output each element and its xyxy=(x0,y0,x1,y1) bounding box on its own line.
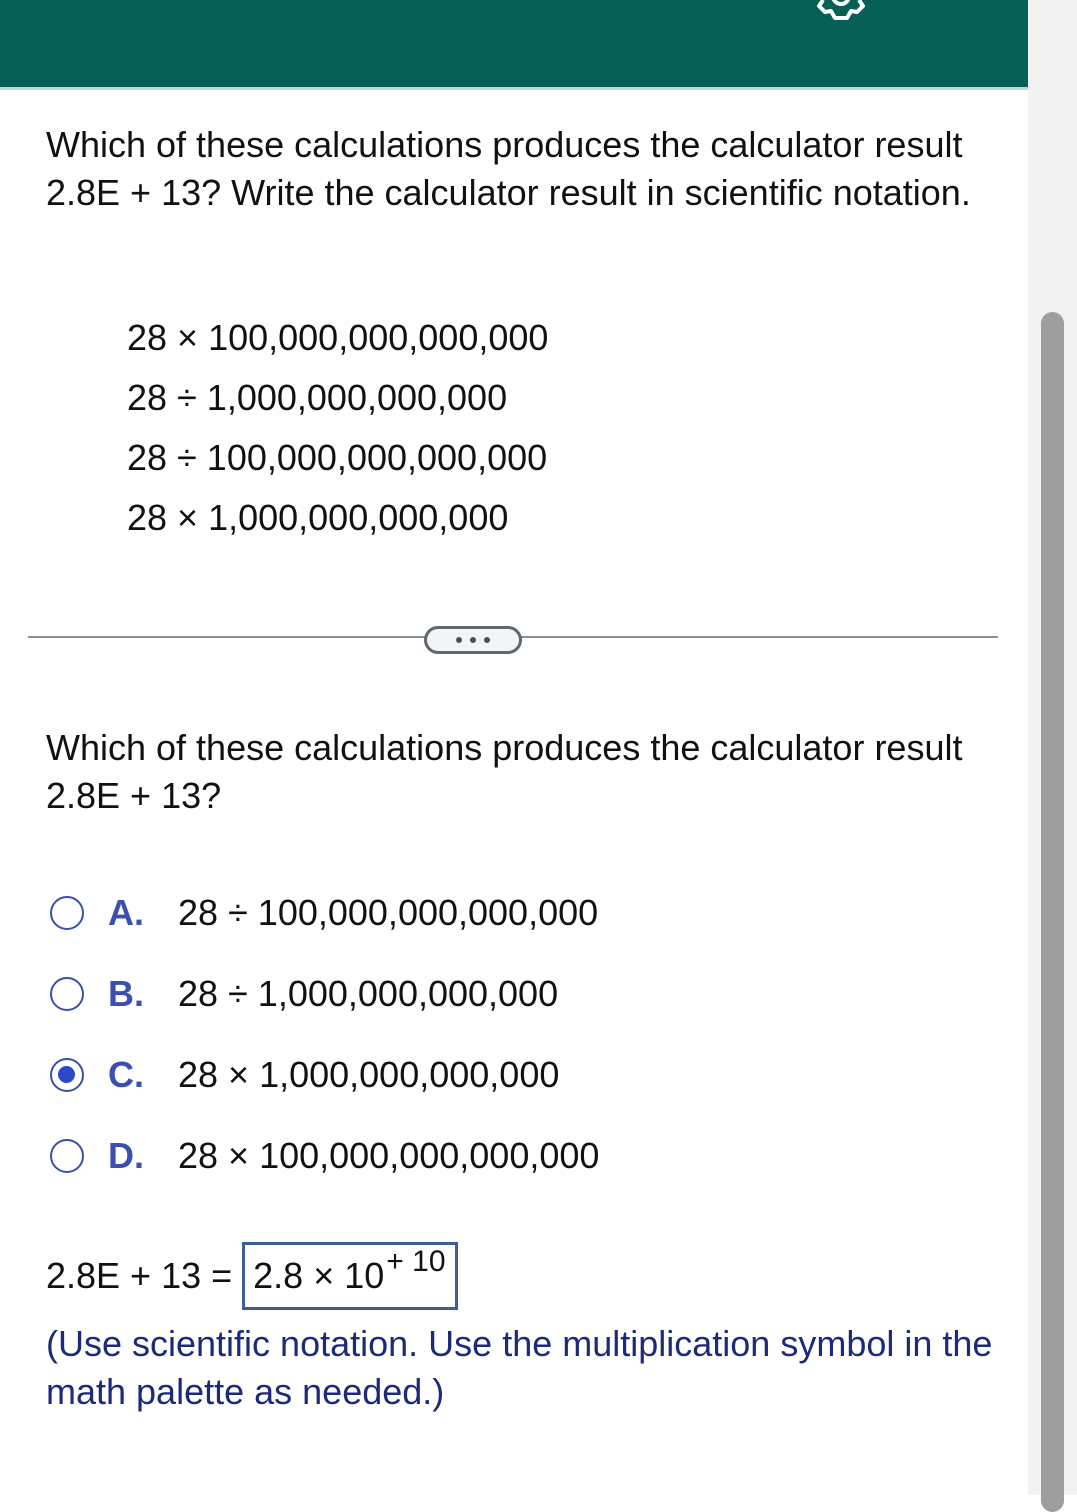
option-letter: C. xyxy=(108,1054,144,1095)
option-letter: D. xyxy=(108,1135,144,1176)
answer-row xyxy=(46,1242,458,1310)
calculation-3: 28 ÷ 100,000,000,000,000 xyxy=(127,437,548,478)
top-bar xyxy=(0,0,1028,90)
option-c[interactable] xyxy=(50,1055,559,1095)
question-1-text: Which of these calculations produces the calculator result 2.8E + 13? Write the calculator result in scientific notation. xyxy=(46,124,971,213)
radio-button-selected[interactable] xyxy=(50,1058,84,1092)
scrollbar-thumb[interactable] xyxy=(1041,312,1064,1512)
option-text: 28 ÷ 100,000,000,000,000 xyxy=(178,892,599,933)
dot-icon xyxy=(456,637,462,643)
radio-button[interactable] xyxy=(50,896,84,930)
answer-hint: (Use scientific notation. Use the multiplication symbol in the math palette as needed.) xyxy=(46,1323,993,1412)
option-d[interactable] xyxy=(50,1136,599,1176)
option-text: 28 × 100,000,000,000,000 xyxy=(178,1135,600,1176)
option-letter: B. xyxy=(108,973,144,1014)
calculation-4: 28 × 1,000,000,000,000 xyxy=(127,497,509,538)
answer-input[interactable] xyxy=(242,1242,458,1310)
option-letter: A. xyxy=(108,892,144,933)
option-a[interactable] xyxy=(50,893,598,933)
question-2-text: Which of these calculations produces the calculator result 2.8E + 13? xyxy=(46,727,963,816)
option-text: 28 ÷ 1,000,000,000,000 xyxy=(178,973,559,1014)
radio-button[interactable] xyxy=(50,977,84,1011)
calculation-1: 28 × 100,000,000,000,000 xyxy=(127,317,549,358)
expand-more-button[interactable] xyxy=(424,626,522,654)
dot-icon xyxy=(484,637,490,643)
answer-label: 2.8E + 13 = xyxy=(46,1255,233,1296)
dot-icon xyxy=(470,637,476,643)
radio-button[interactable] xyxy=(50,1139,84,1173)
answer-base: 2.8 × 10 xyxy=(253,1255,385,1296)
option-b[interactable] xyxy=(50,974,558,1014)
answer-exponent: + 10 xyxy=(386,1245,446,1278)
gear-icon[interactable] xyxy=(815,0,867,26)
option-text: 28 × 1,000,000,000,000 xyxy=(178,1054,560,1095)
calculation-2: 28 ÷ 1,000,000,000,000 xyxy=(127,377,508,418)
